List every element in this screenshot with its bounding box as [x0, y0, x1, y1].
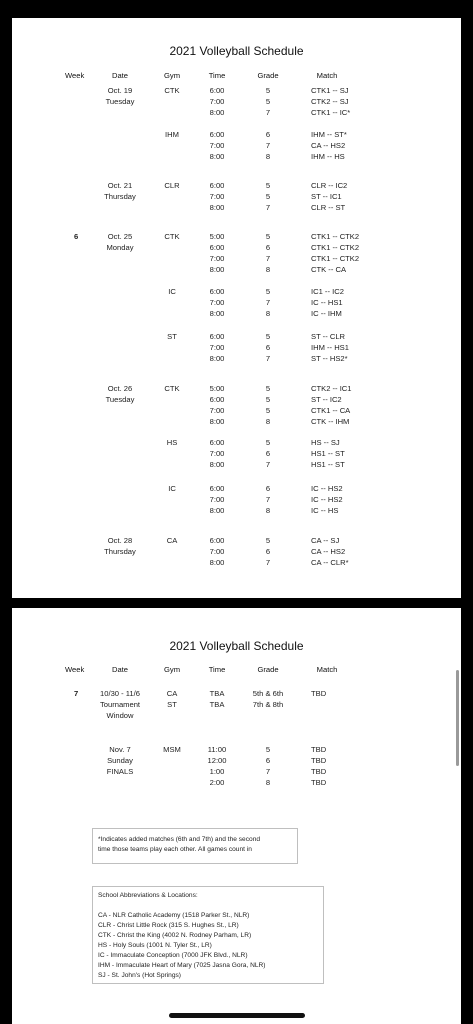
- row-grades: 5 5 7: [265, 181, 271, 212]
- header-gym: Gym: [163, 71, 181, 80]
- row-matches: TBD: [311, 689, 327, 698]
- page-title: 2021 Volleyball Schedule: [169, 639, 304, 653]
- row-date: Oct. 21 Thursday: [104, 181, 136, 201]
- week-number: 6: [74, 232, 79, 241]
- header-match: Match: [316, 665, 338, 674]
- row-times: 6:00 7:00 8:00: [209, 130, 225, 161]
- row-date: Nov. 7 Sunday FINALS: [106, 745, 134, 776]
- row-times: 6:00 7:00 8:00: [209, 536, 225, 567]
- row-date: Oct. 25 Monday: [106, 232, 134, 252]
- row-matches: CLR -- IC2 ST -- IC1 CLR -- ST: [311, 181, 348, 212]
- row-grades: 5 6 7: [265, 332, 271, 363]
- row-matches: IC -- HS2 IC -- HS2 IC -- HS: [311, 484, 343, 515]
- header-gym: Gym: [163, 665, 181, 674]
- header-grade: Grade: [257, 665, 279, 674]
- header-date: Date: [111, 71, 129, 80]
- row-times: 5:00 6:00 7:00 8:00: [209, 384, 225, 426]
- scrollbar[interactable]: [456, 670, 459, 766]
- header-date: Date: [111, 665, 129, 674]
- row-gym: CTK: [164, 384, 180, 393]
- row-matches: IHM -- ST* CA -- HS2 IHM -- HS: [311, 130, 347, 161]
- row-grades: 5th & 6th 7th & 8th: [252, 689, 284, 709]
- page-title: 2021 Volleyball Schedule: [169, 44, 304, 58]
- row-date: Oct. 28 Thursday: [104, 536, 136, 556]
- row-grades: 5 5 7: [265, 86, 271, 117]
- row-date: Oct. 19 Tuesday: [105, 86, 135, 106]
- row-times: 6:00 7:00 8:00: [209, 484, 225, 515]
- header-time: Time: [208, 665, 226, 674]
- row-grades: 5 6 7 8: [265, 745, 271, 787]
- home-indicator[interactable]: [169, 1013, 305, 1018]
- row-gym: CLR: [164, 181, 180, 190]
- header-week: Week: [65, 665, 85, 674]
- row-gym: CA: [166, 536, 178, 545]
- row-times: 6:00 7:00 8:00: [209, 86, 225, 117]
- row-times: 6:00 7:00 8:00: [209, 438, 225, 469]
- schedule-page-2: [12, 608, 461, 1024]
- row-gym: CTK: [164, 232, 180, 241]
- row-date: Oct. 26 Tuesday: [105, 384, 135, 404]
- row-gym: IC: [168, 484, 176, 493]
- row-matches: CA -- SJ CA -- HS2 CA -- CLR*: [311, 536, 349, 567]
- footnote-box: *Indicates added matches (6th and 7th) and the second time those teams play each other. All games count in: [92, 828, 298, 864]
- row-matches: ST -- CLR IHM -- HS1 ST -- HS2*: [311, 332, 349, 363]
- row-date: 10/30 - 11/6 Tournament Window: [99, 689, 141, 720]
- row-times: 11:00 12:00 1:00 2:00: [207, 745, 227, 787]
- row-gym: IHM: [165, 130, 179, 139]
- row-gym: CA ST: [166, 689, 178, 709]
- row-grades: 5 6 7: [265, 438, 271, 469]
- school-abbreviations-box: School Abbreviations & Locations: CA - NLR Catholic Academy (1518 Parker St., NLR) CLR - Christ Little Rock (315 S. Hughes St., LR) CTK - Christ the King (4002 N. Rodney Parham, LR) HS - Holy Souls (1001 N. Tyler St., LR) IC - Immaculate Conception (7000 JFK Blvd., NLR) IHM - Immaculate Heart of Mary (7025 Jasna Gora, NLR) SJ - St. John's (Hot Springs): [92, 886, 324, 984]
- row-gym: CTK: [164, 86, 180, 95]
- row-times: TBA TBA: [209, 689, 225, 709]
- row-gym: HS: [166, 438, 178, 447]
- row-times: 5:00 6:00 7:00 8:00: [209, 232, 225, 274]
- row-gym: ST: [167, 332, 177, 341]
- row-gym: IC: [168, 287, 176, 296]
- header-week: Week: [65, 71, 85, 80]
- week-number: 7: [74, 689, 79, 698]
- row-grades: 5 6 7: [265, 536, 271, 567]
- header-grade: Grade: [257, 71, 279, 80]
- row-grades: 6 7 8: [265, 484, 271, 515]
- header-match: Match: [316, 71, 338, 80]
- row-times: 6:00 7:00 8:00: [209, 287, 225, 318]
- row-times: 6:00 7:00 8:00: [209, 332, 225, 363]
- row-grades: 5 7 8: [265, 287, 271, 318]
- row-grades: 6 7 8: [265, 130, 271, 161]
- header-time: Time: [208, 71, 226, 80]
- row-matches: CTK1 -- SJ CTK2 -- SJ CTK1 -- IC*: [311, 86, 351, 117]
- row-matches: IC1 -- IC2 IC -- HS1 IC -- IHM: [311, 287, 344, 318]
- row-grades: 5 5 5 8: [265, 384, 271, 426]
- row-matches: CTK2 -- IC1 ST -- IC2 CTK1 -- CA CTK -- IHM: [311, 384, 352, 426]
- row-gym: MSM: [163, 745, 181, 754]
- row-matches: CTK1 -- CTK2 CTK1 -- CTK2 CTK1 -- CTK2 CTK -- CA: [311, 232, 360, 274]
- row-matches: TBD TBD TBD TBD: [311, 745, 327, 787]
- schedule-page-1: [12, 18, 461, 598]
- row-times: 6:00 7:00 8:00: [209, 181, 225, 212]
- row-grades: 5 6 7 8: [265, 232, 271, 274]
- row-matches: HS -- SJ HS1 -- ST HS1 -- ST: [311, 438, 345, 469]
